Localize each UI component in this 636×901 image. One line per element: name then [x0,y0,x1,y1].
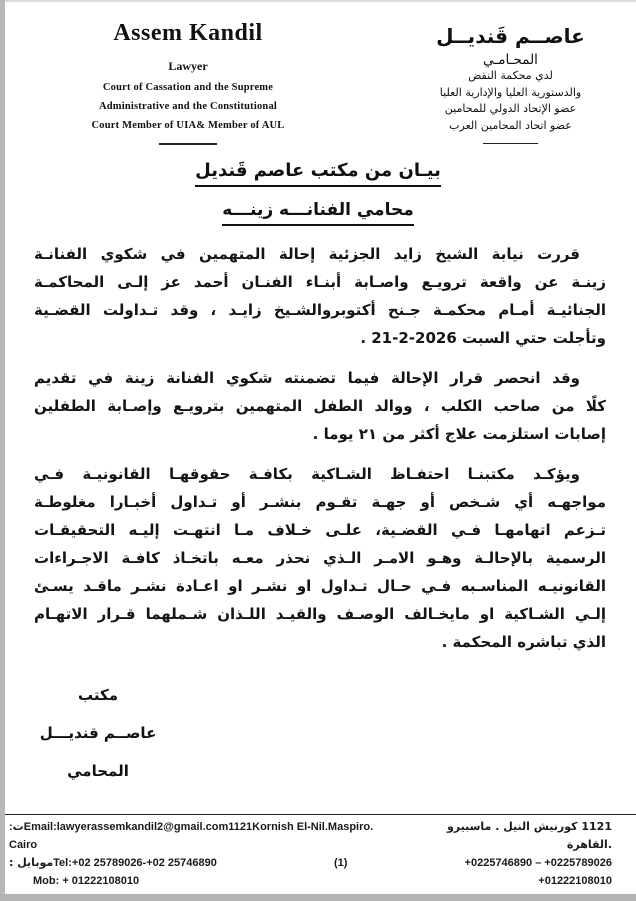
lawyer-title-english: Lawyer [168,59,208,73]
credential-line: عضو اتحاد المحامين العرب [449,118,572,132]
statement-subtitle: محامي الفنانـــه زينـــه [0,200,636,226]
contact-footer [5,814,636,890]
paragraph-3 [34,460,606,656]
scan-edge-left [0,0,5,901]
footer-row-address [9,818,612,854]
credential-line: عضو الإتحاد الدولي للمحامين [444,102,577,115]
footer-row-mobile [9,872,612,890]
telephone-numbers-right: +0225746890 – +0225789026 [464,857,612,869]
paragraph-2 [34,364,606,448]
paragraph-line: الرسمية بالإحالـة وهـو الامـر الـذي نحذر معـه باتخـاذ كافـة الاجـراءات [34,549,606,567]
telephone-numbers: Tel:+02 25789026-+02 25746890 [53,857,217,869]
letterhead-arabic [403,24,618,145]
telephone-left-group [9,854,217,872]
paragraph-line: تـزعم اتهامهـا فـي القضـية، علـى خـلاف مـا انتهـت إليـه التحقيقـات [34,521,606,539]
paragraph-line: الذي تباشره المحكمة . [441,633,606,651]
letterhead [0,0,636,145]
paragraph-line: ويؤكـد مكتبنـا احتفـاظ الشـاكية بكافـة حقوقهـا القانونيـة فـي [34,465,580,483]
mobile-number-right: +01222108010 [538,875,612,887]
paragraph-1 [34,240,606,352]
header-divider-rule [159,143,217,145]
statement-body [0,226,636,656]
paragraph-line: مواجهـه أي شـخص أو جهـة تقـوم بنشـر أو تـداول أخبـارا مغلوطـة [34,493,606,511]
credential-line: والدستورية العليا والإدارية العليا [439,85,582,99]
lawyer-title-arabic: المحـامـي [483,52,538,68]
lawyer-name-english: Assem Kandil [113,20,263,46]
signature-block [0,676,636,790]
signature-name: عاصــم قنديـــل [39,724,157,742]
paragraph-line: وقد انحصر قرار الإحالة فيما تضمنته شكوي الفنانة زينة في تقديم [34,369,580,387]
paragraph-line: الجنائيـة أمـام محكمـة جـنح أكتوبروالشـيخ زايـد ، وقد تـداولت القضـية [34,301,606,319]
credential-line: لدي محكمة النقض [468,69,553,82]
paragraph-line: القانونيـه المناسـبه فـي حـال تـداول او نشـر او اعـادة نشـر ماقـد يسـئ [34,577,606,595]
credential-line: Court of Cassation and the Supreme [102,82,274,93]
mobile-number-left: Mob: + 01222108010 [33,875,140,887]
signature-role: المحامي [67,762,129,780]
header-divider-rule [483,143,538,144]
page-number: (1) [333,857,348,869]
statement-titles [0,160,636,226]
statement-title: بيـان من مكتب عاصم قَنديل [0,160,636,187]
lawyer-name-arabic: عاصــم قَنديــل [436,24,585,48]
footer-row-phones [9,854,612,872]
paragraph-line: إصابات استلزمت علاج أكثر من ٢١ يوما . [312,425,606,443]
paragraph-line: كلًا من صاحب الكلب ، ووالد الطفل المتهمين بترويـع وإصـابة الطفلين [34,397,606,415]
paragraph-line: زينـة عن واقعة ترويـع واصـابة أبنـاء الفنـان أحمد عز إلـى المحاكمـة [34,273,606,291]
letterhead-english [48,20,328,145]
scan-edge-bottom [0,894,636,901]
scan-edge-top [0,0,636,2]
paragraph-line: قررت نيابة الشيخ زايد الجزئية إحالة المتهمين في شكوي الفنانـة [34,245,580,263]
signature-office: مكتب [77,686,118,704]
paragraph-line: وتأجلت حتي السبت 2026-2-21 . [360,329,606,347]
credential-line: Court Member of UIA& Member of AUL [91,120,285,131]
mobile-label-arabic: : موبايل [9,856,54,869]
paragraph-line: إلـي الشـاكية او مايخـالف الوصـف والقيـد اللـذان شـملهما قـرار الاتهـام [34,605,606,623]
email-and-address-english: :تEmail:lawyerassemkandil2@gmail.com1121Kornish El-Nil.Maspiro. Cairo [9,821,374,851]
address-arabic: 1121 كورنيش النيل . ماسبيرو .القاهرة [446,820,612,851]
credential-line: Administrative and the Constitutional [98,101,278,112]
